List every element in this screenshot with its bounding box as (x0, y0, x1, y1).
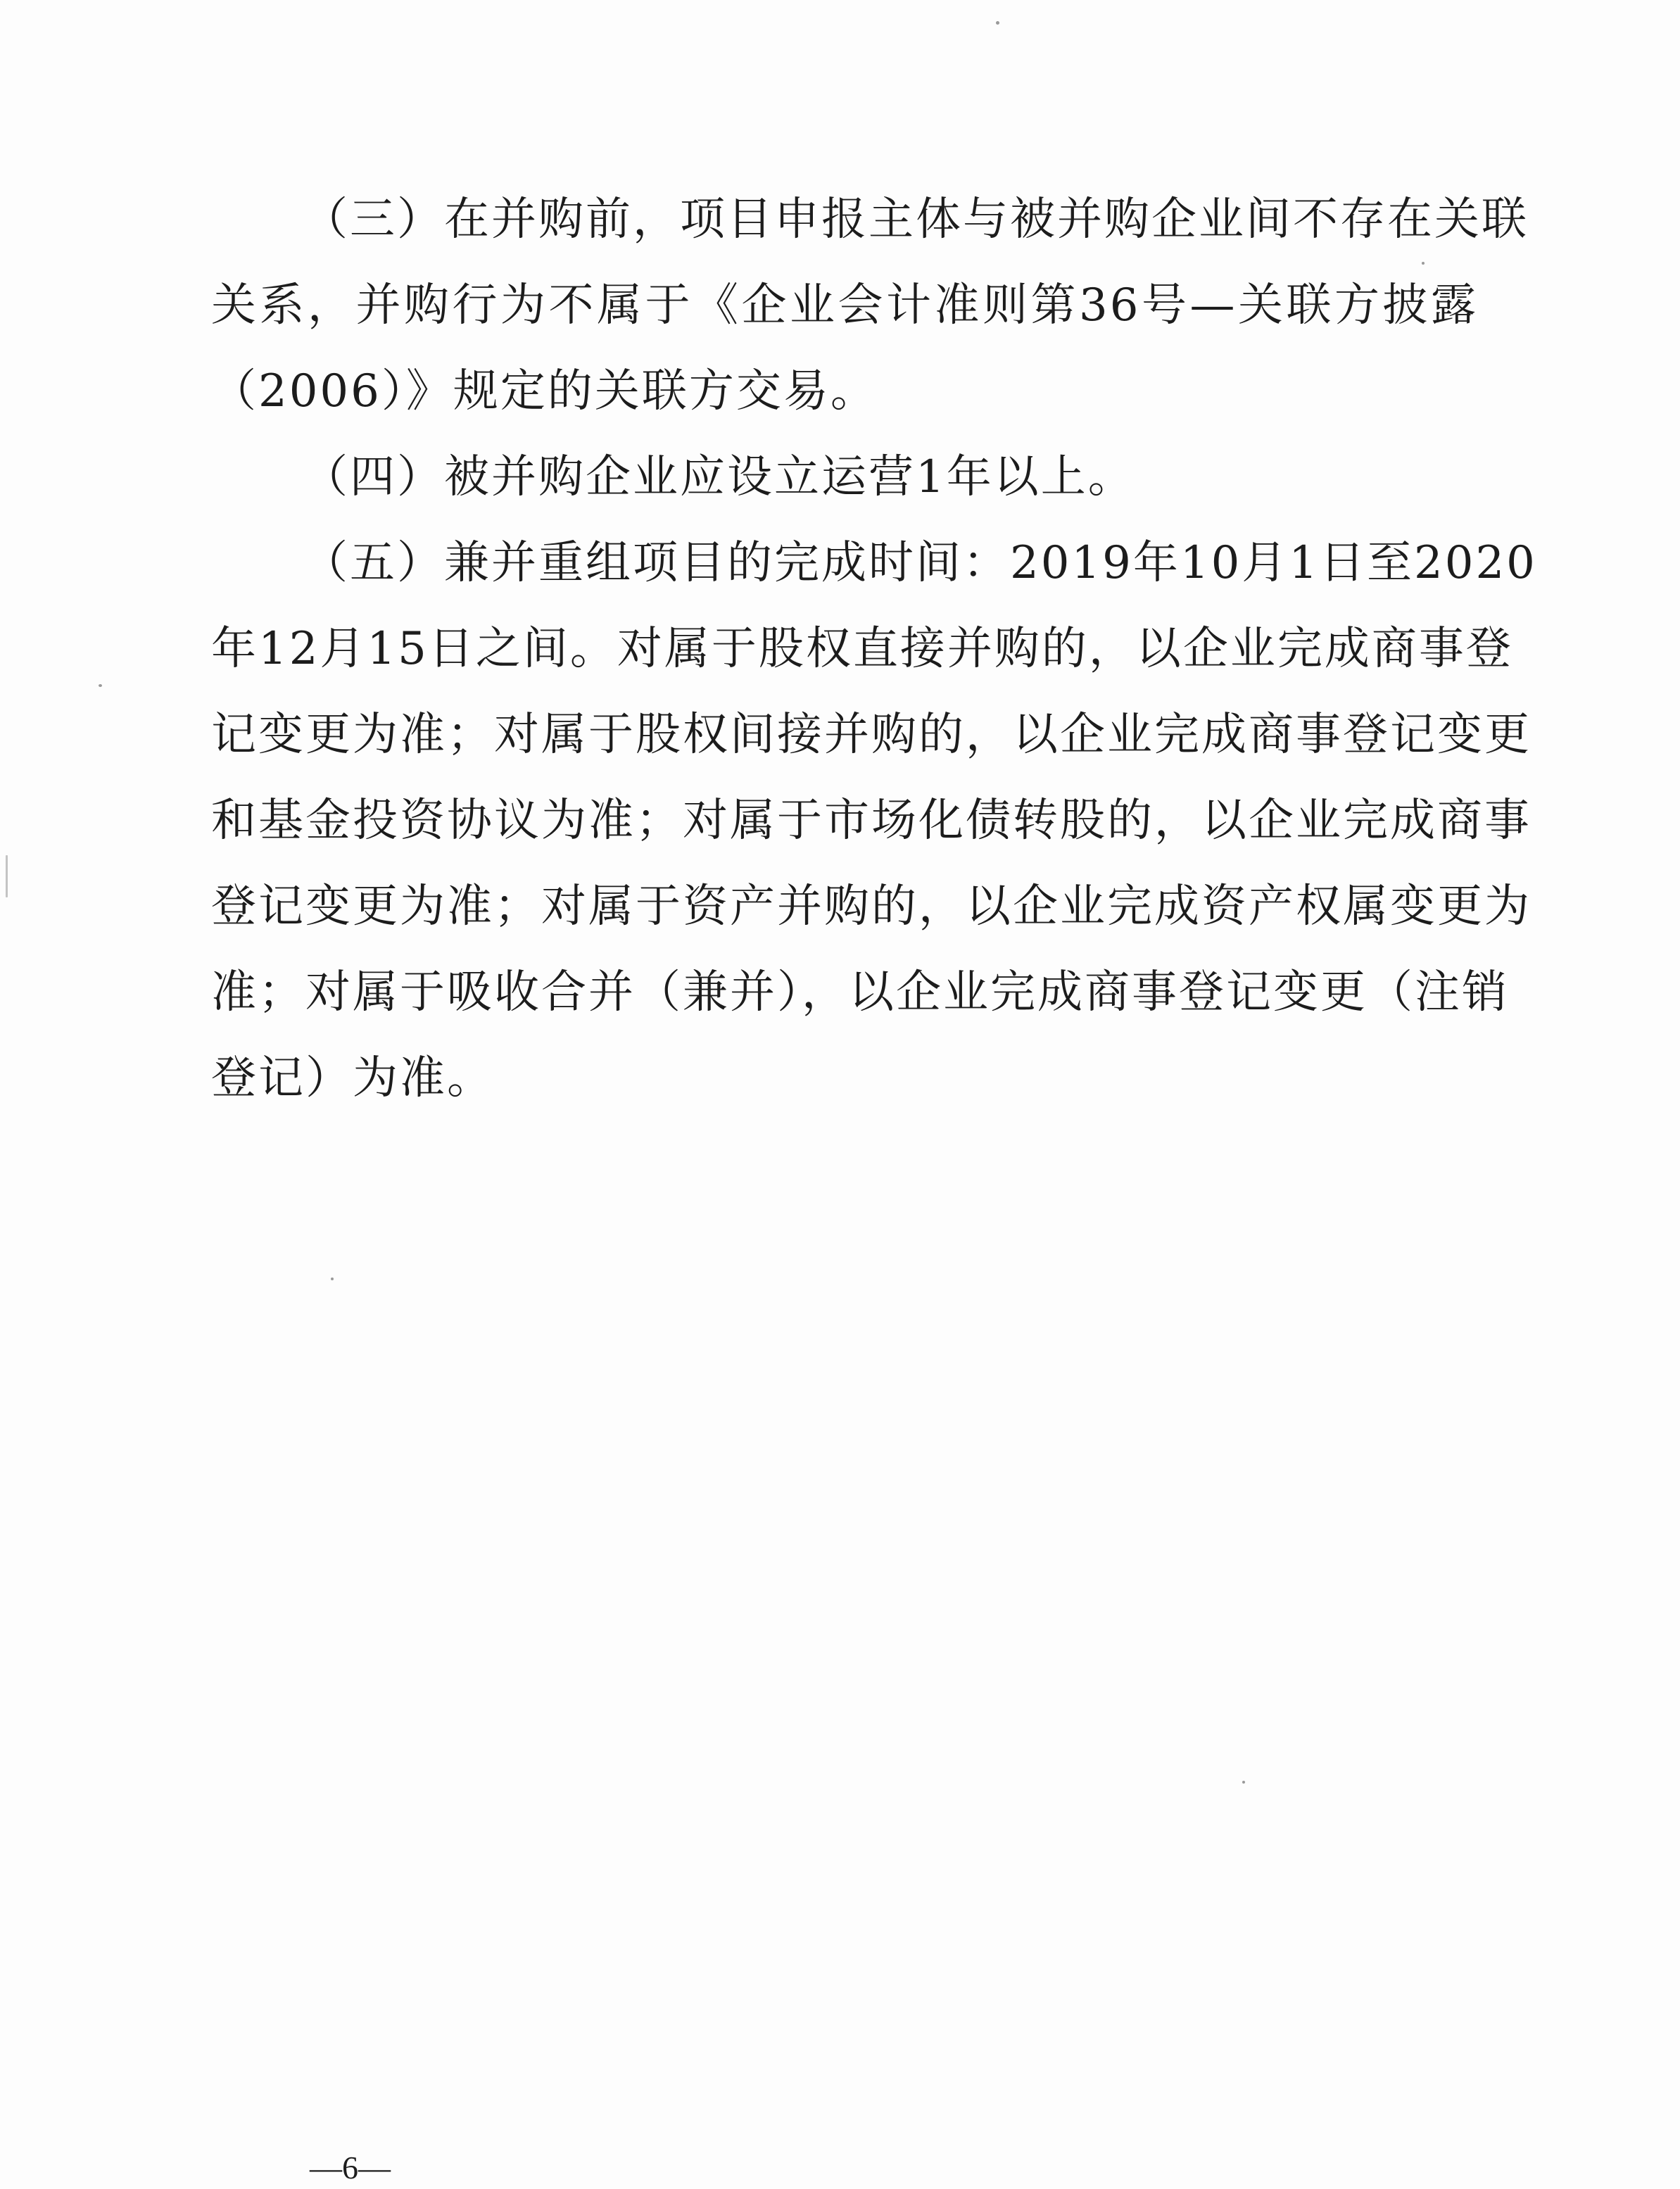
clause-5-line-3: 记变更为准；对属于股权间接并购的，以企业完成商事登记变更 (211, 709, 1531, 761)
page-number: —6— (310, 2150, 391, 2185)
clause-4-line-1: （四）被并购企业应设立运营1年以上。 (303, 451, 1135, 503)
clause-3-line-2: 关系，并购行为不属于《企业会计准则第36号—关联方披露 (211, 279, 1478, 332)
clause-3-line-1: （三）在并购前，项目申报主体与被并购企业间不存在关联 (303, 194, 1529, 246)
clause-5-line-5: 登记变更为准；对属于资产并购的，以企业完成资产权属变更为 (211, 881, 1531, 933)
clause-5-line-1: （五）兼并重组项目的完成时间：2019年10月1日至2020 (303, 537, 1537, 589)
clause-3-line-3: （2006）》规定的关联方交易。 (211, 365, 878, 417)
scan-speck (99, 684, 102, 687)
clause-5-line-6: 准；对属于吸收合并（兼并），以企业完成商事登记变更（注销 (211, 966, 1509, 1018)
scan-speck (331, 1278, 334, 1280)
scan-speck (996, 21, 999, 25)
clause-5-line-7: 登记）为准。 (211, 1052, 494, 1104)
scan-speck (1242, 1781, 1245, 1784)
clause-5-line-4: 和基金投资协议为准；对属于市场化债转股的，以企业完成商事 (211, 795, 1531, 847)
clause-5-line-2: 年12月15日之间。对属于股权直接并购的，以企业完成商事登 (211, 623, 1513, 675)
scan-speck (1422, 262, 1425, 265)
scan-edge-mark (6, 855, 8, 897)
